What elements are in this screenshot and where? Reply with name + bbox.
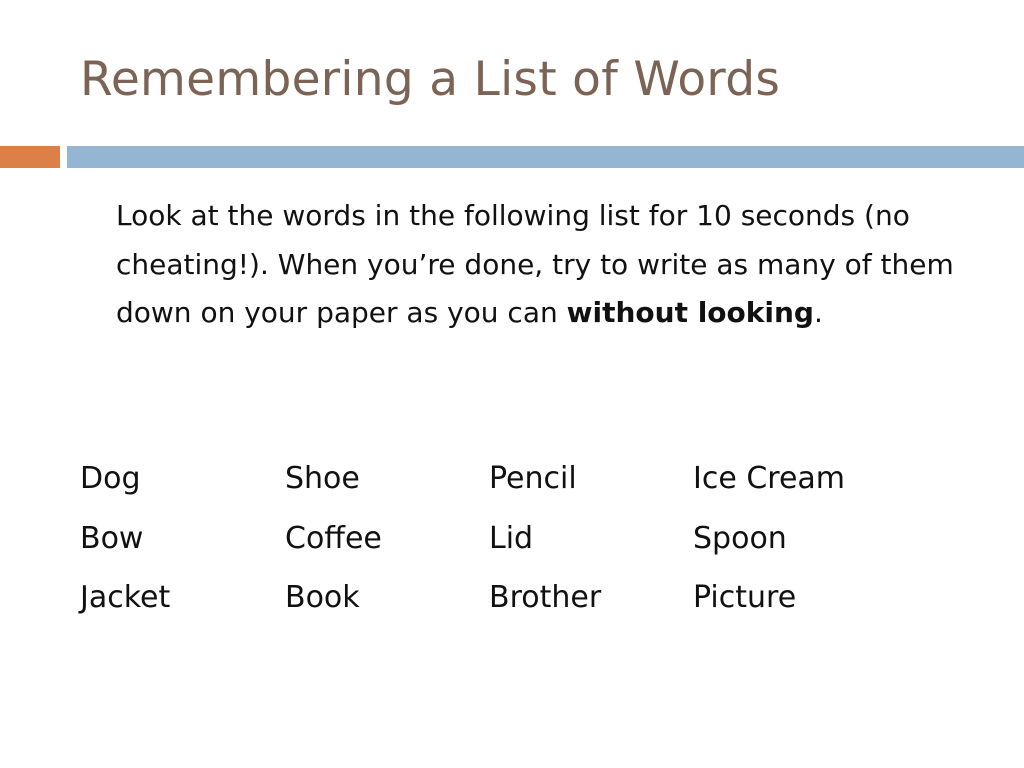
instructions-bold-text: without looking [566, 296, 814, 329]
word-item: Bow [80, 520, 144, 556]
title-divider-bar [67, 146, 1024, 168]
word-item: Book [285, 580, 360, 615]
instructions-end: . [813, 296, 823, 329]
word-item: Picture [693, 580, 797, 615]
slide-title: Remembering a List of Words [80, 52, 781, 107]
word-item: Shoe [285, 461, 360, 496]
word-item: Ice Cream [693, 461, 846, 496]
accent-bar [0, 146, 60, 168]
word-item: Lid [489, 520, 534, 556]
word-item: Brother [489, 580, 602, 615]
instructions-text: Look at the words in the following list for 10 seconds (no cheating!). When you’re done, try to write as many of them down on your paper as you can [116, 199, 954, 329]
word-item: Pencil [489, 461, 577, 496]
word-item: Jacket [80, 580, 171, 615]
word-item: Spoon [693, 520, 787, 556]
word-item: Dog [80, 461, 141, 496]
instructions-paragraph [116, 192, 976, 338]
word-list-grid [80, 454, 980, 633]
word-item: Coffee [285, 520, 382, 556]
